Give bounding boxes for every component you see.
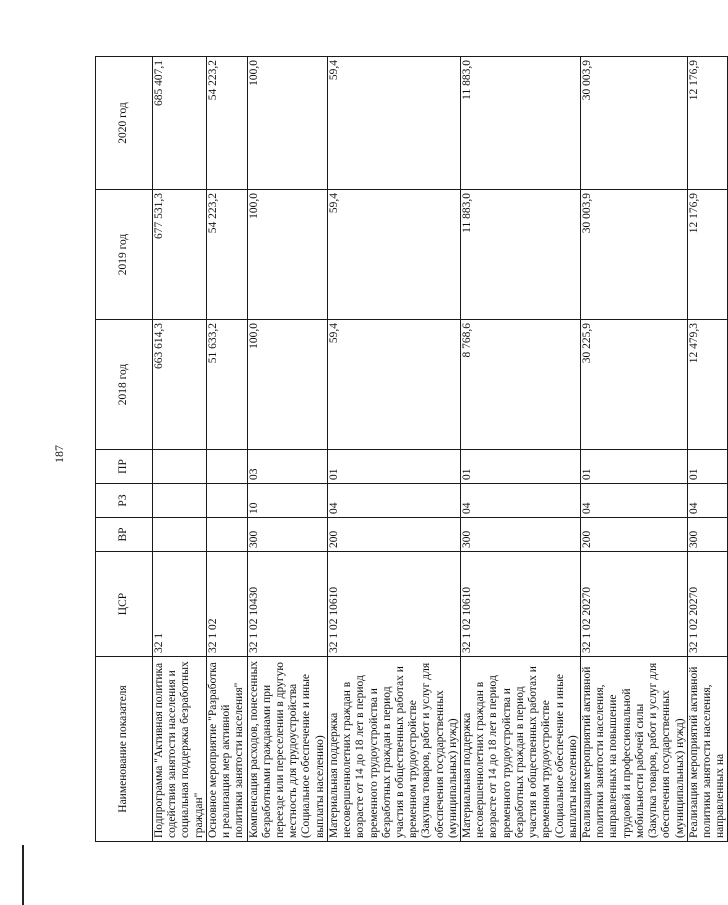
row-csr: 32 1 02 20270 [687,552,728,657]
row-csr: 32 1 02 10430 [247,552,327,657]
row-2019: 59,4 [327,190,460,320]
row-csr: 32 1 [153,552,207,657]
row-rz: 04 [581,484,688,518]
row-pr: 01 [327,450,460,484]
row-2019: 12 176,9 [687,190,728,320]
page-edge-line [22,845,24,905]
row-2019: 100,0 [247,190,327,320]
row-2018: 663 614,3 [153,320,207,450]
row-vr: 300 [461,518,581,552]
row-2020: 59,4 [327,57,460,190]
row-rz: 04 [327,484,460,518]
row-pr: 01 [687,450,728,484]
row-vr [153,518,207,552]
row-pr: 03 [247,450,327,484]
header-name: Наименование показателя [96,657,153,842]
row-2018: 8 768,6 [461,320,581,450]
row-pr: 01 [581,450,688,484]
row-csr: 32 1 02 10610 [327,552,460,657]
row-2019: 11 883,0 [461,190,581,320]
row-rz: 10 [247,484,327,518]
header-csr: ЦСР [96,552,153,657]
table-row [461,57,581,842]
row-2018: 51 633,2 [206,320,247,450]
row-2019: 54 223,2 [206,190,247,320]
row-vr: 200 [327,518,460,552]
header-pr: ПР [96,450,153,484]
row-2020: 12 176,9 [687,57,728,190]
header-2019: 2019 год [96,190,153,320]
row-csr: 32 1 02 10610 [461,552,581,657]
row-2020: 30 003,9 [581,57,688,190]
row-2018: 59,4 [327,320,460,450]
row-2020: 11 883,0 [461,57,581,190]
row-rz: 04 [461,484,581,518]
row-name: Компенсация расходов, понесенных безработными гражданами при переезде или переселении в другую местность для трудоустройства (Социальное обеспечение и иные выплаты населению) [247,657,327,842]
table-header-row [96,57,153,842]
table-row [581,57,688,842]
row-2018: 30 225,9 [581,320,688,450]
header-2018: 2018 год [96,320,153,450]
row-pr: 01 [461,450,581,484]
row-name: Подпрограмма "Активная политика содействия занятости населения и социальная поддержка безработных граждан" [153,657,207,842]
row-vr: 300 [247,518,327,552]
budget-table [95,56,728,842]
row-name: Реализация мероприятий активной политики занятости населения, направленных на [687,657,728,842]
row-csr: 32 1 02 [206,552,247,657]
row-rz [206,484,247,518]
header-2020: 2020 год [96,57,153,190]
row-name: Основное мероприятие "Разработка и реализация мер активной политики занятости населения" [206,657,247,842]
row-2020: 100,0 [247,57,327,190]
table-row [687,57,728,842]
row-2020: 54 223,2 [206,57,247,190]
table-row [327,57,460,842]
row-name: Реализация мероприятий активной политики занятости населения, направленных на повышение трудовой и профессиональной мобильности рабочей силы (Закупка товаров, работ и услуг для обеспечения государственных (муниципальных) нужд) [581,657,688,842]
row-2020: 685 407,1 [153,57,207,190]
header-vr: ВР [96,518,153,552]
row-2019: 677 531,3 [153,190,207,320]
row-2018: 100,0 [247,320,327,450]
report-table-sheet [95,57,727,842]
row-vr: 300 [687,518,728,552]
table-row [206,57,247,842]
page-number: 187 [52,445,66,463]
row-name: Материальная поддержка несовершеннолетних граждан в возрасте от 14 до 18 лет в период временного трудоустройства и безработных граждан в период участия в общественных работах и временном трудоустройстве (Закупка товаров, работ и услуг для обеспечения государственных (муниципальных) нужд) [327,657,460,842]
row-pr [153,450,207,484]
row-name: Материальная поддержка несовершеннолетних граждан в возрасте от 14 до 18 лет в период временного трудоустройства и безработных граждан в период участия в общественных работах и временном трудоустройстве (Социальное обеспечение и иные выплаты населению) [461,657,581,842]
row-pr [206,450,247,484]
row-2019: 30 003,9 [581,190,688,320]
row-csr: 32 1 02 20270 [581,552,688,657]
header-rz: РЗ [96,484,153,518]
table-row [153,57,207,842]
row-2018: 12 479,3 [687,320,728,450]
row-vr [206,518,247,552]
row-rz: 04 [687,484,728,518]
row-rz [153,484,207,518]
row-vr: 200 [581,518,688,552]
table-row [247,57,327,842]
